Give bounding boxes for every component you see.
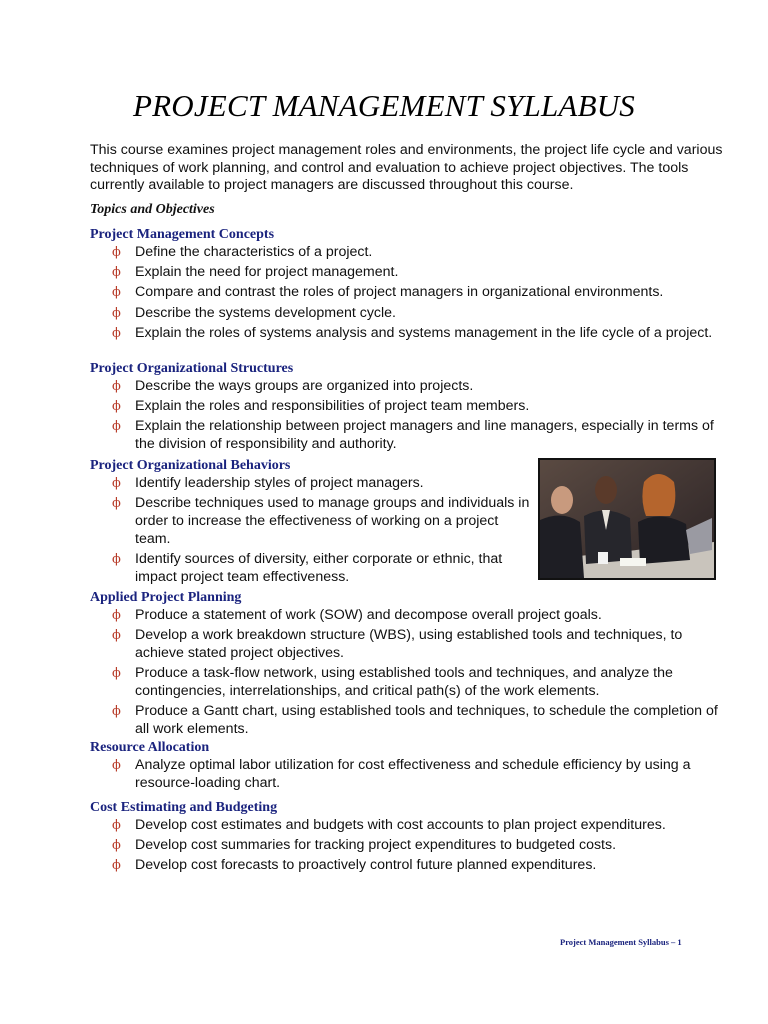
objective-item <box>90 284 730 302</box>
meeting-photo-illustration <box>540 460 714 578</box>
objective-item <box>90 607 730 625</box>
phi-bullet-icon: ϕ <box>112 838 121 854</box>
objective-text: Produce a statement of work (SOW) and decompose overall project goals. <box>135 607 602 623</box>
objective-item <box>90 418 730 453</box>
phi-bullet-icon: ϕ <box>112 608 121 623</box>
objective-text: Develop cost estimates and budgets with cost accounts to plan project expenditures. <box>135 817 666 833</box>
phi-bullet-icon: ϕ <box>112 379 121 394</box>
bullet-list <box>90 475 530 586</box>
phi-bullet-icon: ϕ <box>112 285 121 301</box>
objective-text: Develop a work breakdown structure (WBS), using established tools and techniques, to achieve stated project objectives. <box>135 627 683 661</box>
objective-item <box>90 665 730 700</box>
topics-heading: Topics and Objectives <box>90 202 215 217</box>
section-heading: Project Management Concepts <box>90 227 275 242</box>
objective-item <box>90 378 730 396</box>
bullet-list <box>90 607 730 738</box>
objective-text: Explain the roles of systems analysis and systems management in the life cycle of a project. <box>135 324 713 341</box>
objective-item <box>90 627 730 662</box>
page-title: PROJECT MANAGEMENT SYLLABUS <box>132 88 635 123</box>
objective-item <box>90 244 730 262</box>
phi-bullet-icon: ϕ <box>112 858 121 874</box>
phi-bullet-icon: ϕ <box>112 399 121 415</box>
phi-bullet-icon: ϕ <box>112 419 121 435</box>
section-heading: Resource Allocation <box>90 740 210 755</box>
phi-bullet-icon: ϕ <box>112 325 121 341</box>
phi-bullet-icon: ϕ <box>112 628 121 644</box>
phi-bullet-icon: ϕ <box>112 818 121 833</box>
objective-item <box>90 398 730 416</box>
phi-bullet-icon: ϕ <box>112 245 121 260</box>
business-meeting-photo <box>538 458 716 580</box>
intro-paragraph: This course examines project management roles and environments, the project life cycle and various techniques of work planning, and control and evaluation to achieve project objectives. The tools currently available to project managers are discussed throughout this course. <box>90 142 723 193</box>
objective-item <box>90 757 730 792</box>
objective-item <box>90 703 730 738</box>
objective-text: Identify leadership styles of project managers. <box>135 475 424 491</box>
objective-text: Identify sources of diversity, either corporate or ethnic, that impact project team effectiveness. <box>135 550 503 585</box>
objective-text: Develop cost summaries for tracking project expenditures to budgeted costs. <box>135 837 617 854</box>
phi-bullet-icon: ϕ <box>112 758 121 773</box>
phi-bullet-icon: ϕ <box>112 476 121 491</box>
objective-text: Compare and contrast the roles of project managers in organizational environments. <box>135 284 664 301</box>
objective-item <box>90 264 730 282</box>
section-heading: Project Organizational Behaviors <box>90 458 291 473</box>
objective-text: Describe techniques used to manage groups and individuals in order to increase the effectiveness of working on a project team. <box>135 495 530 547</box>
phi-bullet-icon: ϕ <box>112 496 121 512</box>
objective-item <box>90 495 530 548</box>
section-heading: Applied Project Planning <box>90 590 242 605</box>
objective-text: Explain the roles and responsibilities of project team members. <box>135 398 530 415</box>
section-applied-project-planning <box>90 589 730 741</box>
objective-text: Explain the relationship between project managers and line managers, especially in terms of the division of responsibility and authority. <box>135 418 714 453</box>
objective-item <box>90 857 730 875</box>
page-footer: Project Management Syllabus – 1 <box>560 937 682 947</box>
objective-text: Produce a Gantt chart, using established tools and techniques, to schedule the completion of all work elements. <box>135 703 718 737</box>
phi-bullet-icon: ϕ <box>112 666 121 682</box>
phi-bullet-icon: ϕ <box>112 305 121 321</box>
objective-item <box>90 475 530 493</box>
objective-item <box>90 551 530 586</box>
phi-bullet-icon: ϕ <box>112 265 121 281</box>
objective-item <box>90 325 730 343</box>
section-project-management-concepts <box>90 226 730 345</box>
phi-bullet-icon: ϕ <box>112 551 121 567</box>
section-resource-allocation <box>90 739 730 795</box>
objective-item <box>90 305 730 323</box>
objective-text: Produce a task-flow network, using established tools and techniques, and analyze the contingencies, interrelationships, and critical path(s) of the work elements. <box>135 665 673 699</box>
section-heading: Cost Estimating and Budgeting <box>90 800 278 815</box>
objective-text: Analyze optimal labor utilization for cost effectiveness and schedule efficiency by using a resource-loading chart. <box>135 757 691 791</box>
bullet-list <box>90 378 730 454</box>
objective-text: Develop cost forecasts to proactively control future planned expenditures. <box>135 857 597 874</box>
section-project-organizational-structures <box>90 360 730 456</box>
bullet-list <box>90 817 730 875</box>
objective-item <box>90 817 730 835</box>
objective-text: Describe the systems development cycle. <box>135 304 397 321</box>
objective-item <box>90 837 730 855</box>
section-heading: Project Organizational Structures <box>90 361 294 376</box>
phi-bullet-icon: ϕ <box>112 704 121 720</box>
section-cost-estimating-and-budgeting <box>90 799 730 878</box>
bullet-list <box>90 244 730 343</box>
section-project-organizational-behaviors <box>90 457 530 589</box>
objective-text: Define the characteristics of a project. <box>135 244 373 260</box>
bullet-list <box>90 757 730 792</box>
objective-text: Explain the need for project management. <box>135 264 399 281</box>
objective-text: Describe the ways groups are organized into projects. <box>135 378 474 394</box>
